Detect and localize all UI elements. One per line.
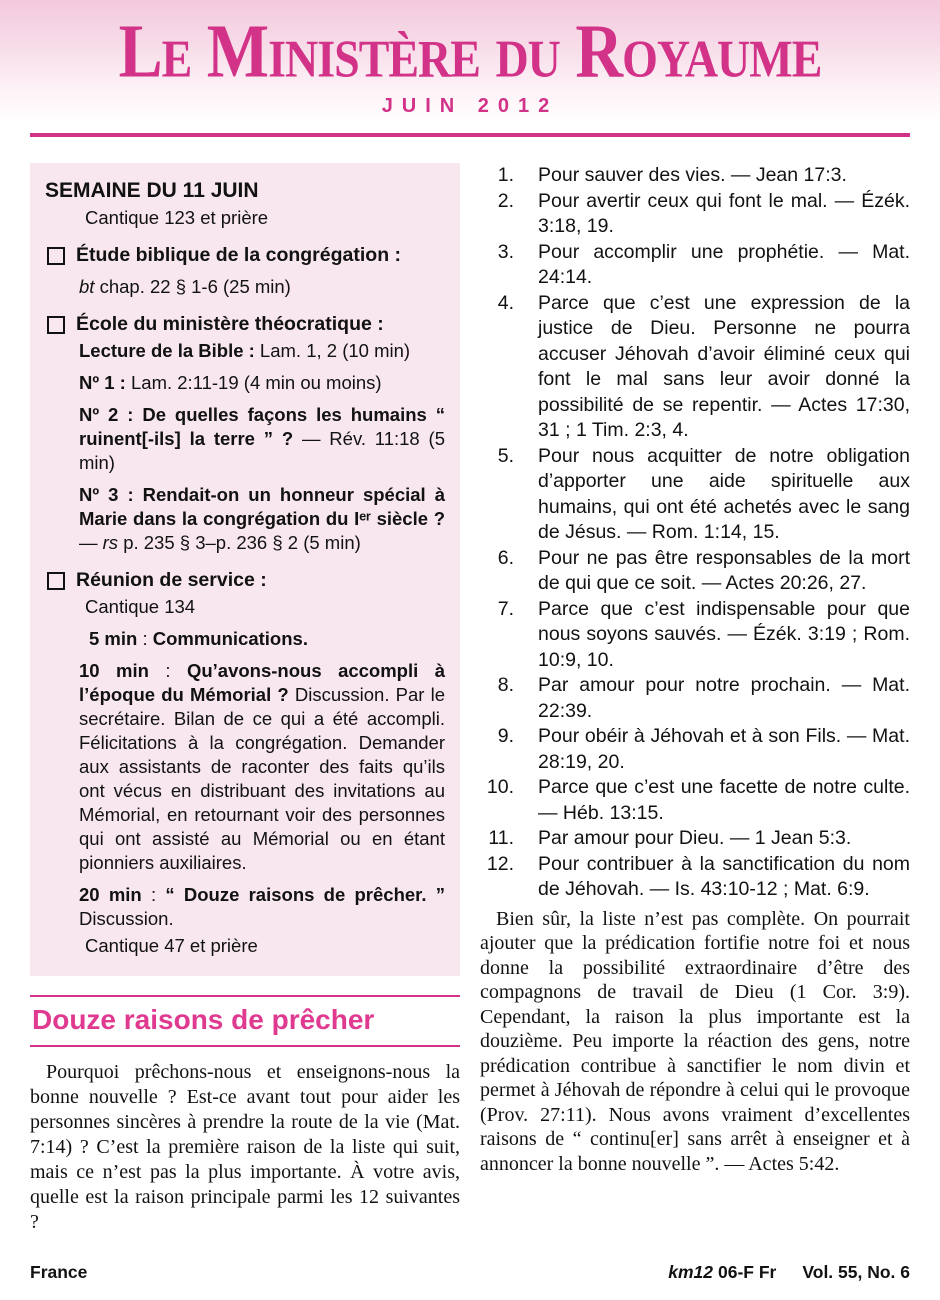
issue-date: JUIN 2012: [381, 94, 559, 117]
list-item: [480, 189, 910, 240]
schedule-item-detail: [79, 339, 445, 363]
list-text: Parce que c’est une facette de notre culte. — Héb. 13:15.: [538, 776, 910, 824]
list-number: 1.: [497, 164, 514, 186]
text-segment: Nº 3 : Rendait-on un honneur spécial à Marie dans la congrégation du Iᵉʳ siècle ?: [79, 484, 445, 529]
list-number: 4.: [497, 291, 514, 314]
list-text: Pour nous acquitter de notre obligation d’apporter une aide spirituelle aux humains, qui ont été achetés avec le sang de Jésus. — Rom. 1:14, 15.: [538, 444, 910, 543]
list-number: 8.: [497, 674, 514, 696]
list-item: [480, 240, 910, 291]
page-footer: [30, 1262, 910, 1283]
schedule-closing-song: [85, 934, 445, 958]
schedule-item-detail: [79, 403, 445, 475]
text-segment: Réunion de service :: [76, 569, 267, 591]
text-segment: p. 235 § 3–p. 236 § 2 (5 min): [118, 532, 361, 553]
schedule-item-detail: [79, 883, 445, 931]
schedule-opening-song: [85, 206, 445, 230]
list-item: [480, 546, 910, 597]
checkbox-icon: [47, 572, 65, 590]
schedule-item-detail: [79, 371, 445, 395]
article-conclusion-paragraph: Bien sûr, la liste n’est pas complète. On pourrait ajouter que la prédication fortifie notre foi et nous donne la possibilité extraordinaire d’être des compagnons de travail de Dieu (1 Cor. 3:9). Cependant, la raison la plus importante est la douzième. Peu importe la réaction des gens, notre prédication contribue à sanctifier le nom divin et permet à Jéhovah de répondre à celui qui le provoque (Prov. 27:11). Nous avons vraiment d’excellentes raisons de “ continu[er] sans arrêt à enseigner et à annoncer la bonne nouvelle ”. — Actes 5:42.: [480, 907, 910, 1175]
schedule-song: [85, 595, 445, 619]
list-item: [480, 852, 910, 903]
list-item: [480, 163, 910, 189]
list-item: [480, 826, 910, 852]
list-text: Parce que c’est une expression de la justice de Dieu. Personne ne pourra accuser Jéhovah d’avoir éliminé ceux qui font le mal sans leur avoir donné la possibilité de se repentir. — Actes 17:30, 31 ; 1 Tim. 2:3, 4.: [538, 291, 910, 441]
article-title: Douze raisons de prêcher: [32, 1004, 375, 1035]
list-item: [480, 597, 910, 674]
list-number: 12.: [486, 852, 514, 875]
text-segment: Nº 1 :: [79, 372, 126, 393]
text-segment: Discussion. Par le secrétaire. Bilan de ce qui a été accompli. Félicitations à la congrégation. Demander aux assistants de raconter des faits qu’ils ont vécus en distribuant des invitations au Mémorial, en retournant voir des personnes qui ont assisté au Mémorial ou en étant pionniers auxiliaires.: [79, 684, 445, 873]
text-segment: 20 min: [79, 884, 142, 905]
list-number: 3.: [497, 240, 514, 263]
schedule-item-label: [76, 243, 401, 267]
schedule-item-detail: [89, 627, 445, 651]
list-number: 5.: [497, 444, 514, 467]
text-segment: :: [141, 884, 166, 905]
text-segment: Nº 2 : De quelles façons les humains “ ruinent[-ils] la terre ” ?: [79, 404, 445, 449]
list-item: [480, 673, 910, 724]
schedule-item-detail: [79, 483, 445, 555]
footer-country: France: [30, 1262, 88, 1282]
list-number: 7.: [497, 597, 514, 620]
list-item: [480, 724, 910, 775]
masthead-header: [0, 0, 940, 124]
list-item: [480, 291, 910, 444]
text-segment: 10 min: [79, 660, 149, 681]
text-segment: Lam. 1, 2 (10 min): [254, 340, 411, 361]
article-intro-paragraph: Pourquoi prêchons-nous et enseignons-nous la bonne nouvelle ? Est-ce avant tout pour aider les personnes sincères à prendre la route de la vie (Mat. 7:14) ? C’est la première raison de la liste qui suit, mais ce n’est pas la plus importante. À votre avis, quelle est la raison principale parmi les 12 suivantes ?: [30, 1061, 460, 1233]
text-segment: Cantique 123 et prière: [85, 207, 269, 228]
list-text: Pour contribuer à la sanctification du nom de Jéhovah. — Is. 43:10-12 ; Mat. 6:9.: [538, 852, 910, 900]
text-segment: Lam. 2:11-19 (4 min ou moins): [125, 372, 382, 393]
text-segment: — Rév. 11:18 (5 min): [79, 428, 445, 473]
text-segment: Cantique 47 et prière: [85, 935, 258, 956]
list-number: 6.: [497, 546, 514, 569]
schedule-item-ministry-school: [45, 312, 445, 336]
article-heading-block: [30, 995, 460, 1047]
schedule-item-service-meeting: [45, 568, 445, 592]
list-number: 2.: [497, 189, 514, 212]
text-segment: bt: [79, 276, 95, 297]
publication-title: Le Ministère du Royaume: [118, 9, 822, 94]
list-text: Par amour pour Dieu. — 1 Jean 5:3.: [538, 827, 852, 849]
list-number: 11.: [488, 827, 514, 849]
text-segment: 5 min: [89, 628, 138, 649]
list-text: Pour ne pas être responsables de la mort de qui que ce soit. — Actes 20:26, 27.: [538, 546, 910, 594]
list-text: Par amour pour notre prochain. — Mat. 22:39.: [538, 674, 910, 722]
text-segment: —: [79, 532, 103, 553]
footer-edition-info: [668, 1262, 910, 1283]
heading-rule-bottom: [30, 1045, 460, 1047]
left-column: [30, 163, 460, 1235]
page-content: [0, 163, 940, 1235]
footer-edition-code: 06-F Fr: [718, 1262, 777, 1282]
right-column: [480, 163, 910, 1235]
text-segment: Lecture de la Bible :: [79, 340, 255, 361]
text-segment: chap. 22 § 1-6 (25 min): [94, 276, 291, 297]
text-segment: Cantique 134: [85, 596, 196, 617]
checkbox-icon: [47, 316, 65, 334]
schedule-item-label: [76, 568, 267, 592]
schedule-item-label: [76, 312, 384, 336]
schedule-title: SEMAINE DU 11 JUIN: [45, 179, 259, 202]
list-item: [480, 444, 910, 546]
text-segment: Discussion.: [79, 908, 174, 929]
schedule-item-detail: [79, 275, 445, 299]
footer-journal-abbrev: km12: [668, 1262, 714, 1282]
text-segment: :: [148, 660, 187, 681]
text-segment: École du ministère théocratique :: [76, 313, 384, 335]
list-text: Pour avertir ceux qui font le mal. — Ézék. 3:18, 19.: [538, 189, 910, 237]
list-text: Pour accomplir une prophétie. — Mat. 24:14.: [538, 240, 910, 288]
text-segment: “ Douze raisons de prêcher. ”: [165, 884, 445, 905]
weekly-schedule-box: [30, 163, 460, 976]
text-segment: Étude biblique de la congrégation :: [76, 244, 402, 266]
text-segment: Qu’avons-nous accompli à l’époque du Mémorial ?: [79, 660, 446, 705]
checkbox-icon: [47, 247, 65, 265]
list-item: [480, 775, 910, 826]
list-text: Parce que c’est indispensable pour que nous soyons sauvés. — Ézék. 3:19 ; Rom. 10:9, 10.: [538, 597, 910, 671]
list-text: Pour sauver des vies. — Jean 17:3.: [538, 164, 847, 186]
text-segment: :: [137, 628, 153, 649]
schedule-item-detail: [79, 659, 445, 875]
text-segment: Communications.: [152, 628, 308, 649]
list-number: 10.: [486, 776, 514, 798]
list-number: 9.: [497, 725, 514, 747]
text-segment: rs: [102, 532, 119, 553]
schedule-item-bible-study: [45, 243, 445, 267]
list-text: Pour obéir à Jéhovah et à son Fils. — Mat. 28:19, 20.: [538, 725, 910, 773]
footer-volume: Vol. 55, No. 6: [802, 1262, 910, 1282]
header-rule: [30, 133, 910, 137]
